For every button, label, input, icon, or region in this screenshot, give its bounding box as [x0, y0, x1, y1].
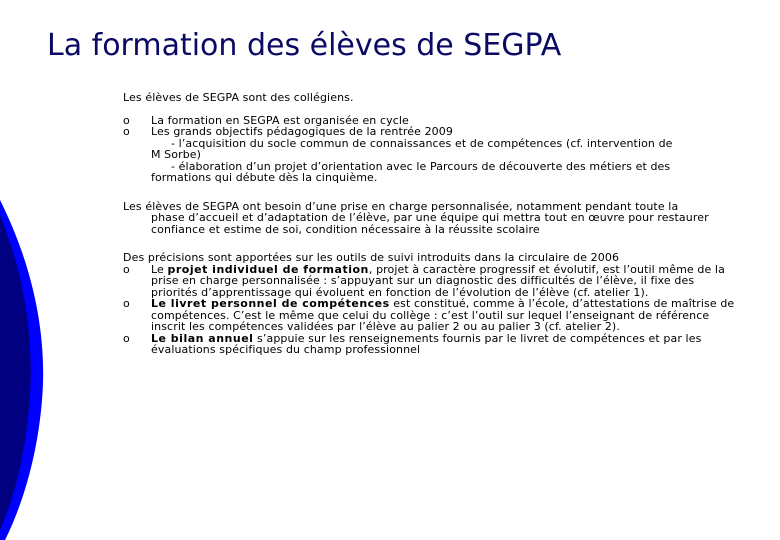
list-item: [123, 333, 743, 356]
sub-item-continuation: M Sorbe): [151, 148, 202, 161]
paragraph-text: Des précisions sont apportées sur les outils de suivi introduits dans la circulaire de 2006: [123, 251, 620, 264]
list-item-text: s’appuie sur les renseignements fournis par le livret de compétences et par les évaluations spécifiques du champ professionnel: [151, 331, 702, 356]
bullet-icon: o: [123, 125, 130, 138]
list-item-text: La formation en SEGPA est organisée en cycle: [151, 113, 409, 127]
slide-title: La formation des élèves de SEGPA: [47, 28, 562, 63]
bullet-icon: o: [123, 262, 130, 276]
list-item-bold: projet individuel de formation: [167, 262, 369, 276]
list-item-prefix: Le: [151, 262, 168, 276]
list-item: [123, 264, 743, 299]
paragraph-continuation: phase d’accueil et d’adaptation de l’élève, par une équipe qui mettra tout en œuvre pour restaurer confiance et estime de soi, condition nécessaire à la réussite scolaire: [151, 211, 709, 236]
sub-item-continuation: formations qui débute dès la cinquième.: [151, 171, 378, 184]
slide-content: [123, 92, 743, 356]
decorative-arc: [0, 0, 60, 540]
list-item-text: Les grands objectifs pédagogiques de la rentrée 2009: [151, 125, 453, 138]
list-item: [123, 126, 743, 138]
sub-item-text: - élaboration d’un projet d’orientation avec le Parcours de découverte des métiers et des: [171, 159, 671, 173]
list-item-bold: Le livret personnel de compétences: [151, 297, 390, 310]
intro-text: Les élèves de SEGPA sont des collégiens.: [123, 91, 354, 104]
sub-item-text: - l’acquisition du socle commun de connaissances et de compétences (cf. intervention de: [171, 136, 673, 150]
bullet-icon: o: [123, 331, 130, 345]
paragraph-first-line: Les élèves de SEGPA ont besoin d’une prise en charge personnalisée, notamment pendant toute la: [123, 199, 679, 213]
list-item-text: , projet à caractère progressif et évolutif, est l’outil même de la prise en charge personnalisée : s’appuyant sur un diagnostic des difficultés de l’élève, il fixe des priorités d’apprentissage qui évoluent en fonction de l’évolution de l’élève (cf. atelier 1).: [151, 262, 725, 299]
bullet-icon: o: [123, 297, 130, 310]
list-item: [123, 298, 743, 333]
list-item-text: est constitué, comme à l’école, d’attestations de maîtrise de compétences. C’est le même que celui du collège : c’est l’outil sur lequel l’enseignant de référence inscrit les compétences validées par l’élève au palier 2 ou au palier 3 (cf. atelier 2).: [151, 297, 735, 333]
list-item-bold: Le bilan annuel: [151, 331, 254, 345]
bullet-icon: o: [123, 113, 130, 127]
